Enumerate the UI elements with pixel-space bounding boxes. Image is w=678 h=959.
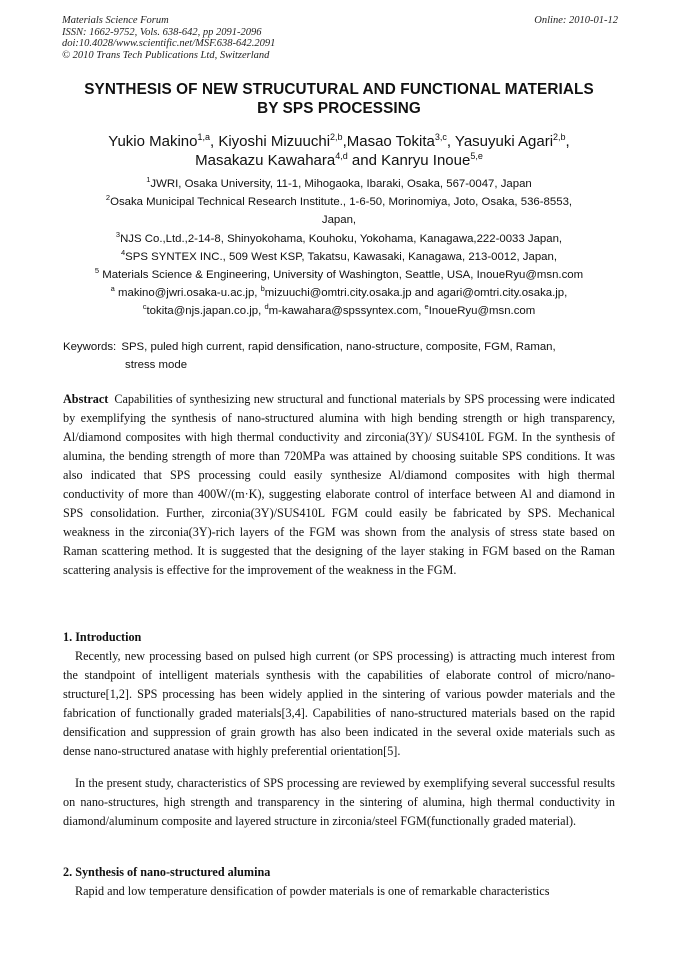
paragraph: Recently, new processing based on pulsed high current (or SPS processing) is attracting much interest from the standpoint of intelligent materials synthesis with the capabilities of elaborate control of micro/nano-structure[1,2]. SPS processing has been widely applied in the sintering of various powder materials and the fabrication of functionally graded materials[3,4]. Capabilities of nano-structured materials based on the rapid densification and suppression of grain growth has also been indicated in the several oxide materials such as dense nano-structured anatase with highly preferential orientation[5].	[63, 649, 615, 758]
email-marker: a	[110, 284, 115, 294]
email-marker: d	[264, 302, 269, 312]
keywords-line-1: SPS, puled high current, rapid densification, nano-structure, composite, FGM, Raman,	[121, 341, 556, 353]
affiliation-text: NJS Co.,Ltd.,2-14-8, Shinyokohama, Kouhoku, Yokohama, Kanagawa,222-0033 Japan,	[120, 232, 563, 245]
email-text: tokita@njs.japan.co.jp,	[146, 305, 265, 318]
issn-line: ISSN: 1662-9752, Vols. 638-642, pp 2091-2096	[62, 26, 262, 38]
author-name: Masakazu Kawahara	[195, 152, 336, 169]
keywords	[63, 338, 615, 374]
author-name: and Kanryu Inoue	[347, 152, 471, 169]
title-line-2: BY SPS PROCESSING	[257, 100, 421, 117]
email-marker: c	[142, 302, 147, 312]
author-line-1: Yukio Makino$^{1,a}$, Kiyoshi Mizuuchi$^{2,b}$,Masao Tokita$^{3,c}$, Yasuyuki Agari$^{2,b}$,	[108, 132, 570, 150]
copyright-line: © 2010 Trans Tech Publications Ltd, Switzerland	[62, 49, 270, 61]
paper-title	[40, 80, 638, 118]
author-name: , Yasuyuki Agari	[446, 133, 554, 150]
affiliations	[58, 175, 620, 321]
abstract-label: Abstract	[63, 392, 109, 406]
title-line-1: SYNTHESIS OF NEW STRUCUTURAL AND FUNCTIONAL MATERIALS	[84, 81, 594, 98]
author-sup: 4,d	[335, 151, 348, 161]
affiliation-1	[58, 175, 620, 193]
affiliation-text: Osaka Municipal Technical Research Institute., 1-6-50, Morinomiya, Joto, Osaka, 536-8553,	[110, 196, 573, 209]
journal-name: Materials Science Forum	[62, 15, 169, 26]
email-text: makino@jwri.osaka-u.ac.jp,	[114, 287, 261, 300]
online-date: Online: 2010-01-12	[534, 15, 618, 26]
author-line-2	[40, 151, 638, 170]
doi-line: doi:10.4028/www.scientific.net/MSF.638-642.2091	[62, 38, 276, 49]
affiliation-text: SPS SYNTEX INC., 509 West KSP, Takatsu, Kawasaki, Kanagawa, 213-0012, Japan,	[125, 250, 557, 263]
affiliation-4	[58, 248, 620, 266]
section-heading-alumina: 2. Synthesis of nano-structured alumina	[63, 865, 271, 879]
affiliation-3	[58, 230, 620, 248]
abstract-text: Capabilities of synthesizing new structural and functional materials by SPS processing were indicated by exemplifying the synthesis of nano-structured alumina with high bending strength or high transparency, Al/diamond composites with high thermal conductivity and zirconia(3Y)/ SUS410L FGM. In the synthesis of alumina, the bending strength of more than 720MPa was attained by choosing suitable SPS conditions. It was also indicated that SPS processing could easily synthesize Al/diamond composites with high thermal conductivity of more than 400W/(m·K), suggesting elaborate control of interface between Al and diamond in SPS consolidation. Further, zirconia(3Y)/SUS410L FGM could easily be fabricated by SPS. Mechanical weakness in the zirconia(3Y)-rich layers of the FGM was shown from the analysis of stress state based on Raman scattering method. It is suggested that the designing of the layer staking in FGM based on the Raman scattering analysis is effective for the improvement of the weakness in the FGM.	[63, 392, 615, 577]
affiliation-2-cont: Japan,	[321, 214, 357, 227]
author-name: , Kiyoshi Mizuuchi	[210, 133, 331, 150]
author-name: Yukio Makino	[108, 133, 198, 150]
author-list	[40, 132, 638, 170]
affiliation-marker: 3	[115, 229, 121, 239]
email-marker: e	[424, 302, 429, 312]
affiliation-text: Materials Science & Engineering, University of Washington, Seattle, USA, InoueRyu@msn.com	[99, 269, 584, 282]
paragraph: In the present study, characteristics of SPS processing are reviewed by exemplifying several successful results on nano-structures, high strength and transparency in the sintering of alumina, high thermal conductivity in diamond/aluminum composite and layered structure in zirconia/steel FGM(functionally graded material).	[63, 776, 615, 828]
affiliation-marker: 2	[105, 193, 111, 203]
affiliation-marker: 4	[121, 248, 126, 258]
author-name: ,Masao Tokita	[342, 133, 435, 150]
keywords-line-2: stress mode	[125, 359, 188, 371]
email-text: m-kawahara@spssyntex.com,	[268, 305, 425, 318]
author-sup: 2,b	[553, 132, 566, 142]
keywords-label: Keywords:	[63, 341, 117, 353]
author-sup: 5,e	[470, 151, 483, 161]
affiliation-text: JWRI, Osaka University, 11-1, Mihogaoka, Ibaraki, Osaka, 567-0047, Japan	[150, 178, 532, 190]
author-sup: 3,c	[434, 132, 447, 142]
abstract	[63, 390, 615, 580]
affiliation-marker: 1	[146, 175, 151, 185]
author-sup: 1,a	[197, 132, 210, 142]
section-heading-introduction: 1. Introduction	[63, 630, 142, 644]
email-text: mizuuchi@omtri.city.osaka.jp and agari@omtri.city.osaka.jp,	[264, 287, 568, 300]
affiliation-2	[58, 193, 620, 211]
email-marker: b	[260, 284, 265, 294]
affiliation-marker: 5	[94, 266, 100, 276]
email-text: InoueRyu@msn.com	[428, 305, 536, 318]
email-line-2	[58, 302, 620, 320]
email-line-1	[58, 284, 620, 302]
author-sup: 2,b	[330, 132, 343, 142]
affiliation-5	[58, 266, 620, 284]
journal-header	[62, 15, 618, 61]
paragraph: Rapid and low temperature densification of powder materials is one of remarkable characteristics	[75, 884, 550, 898]
